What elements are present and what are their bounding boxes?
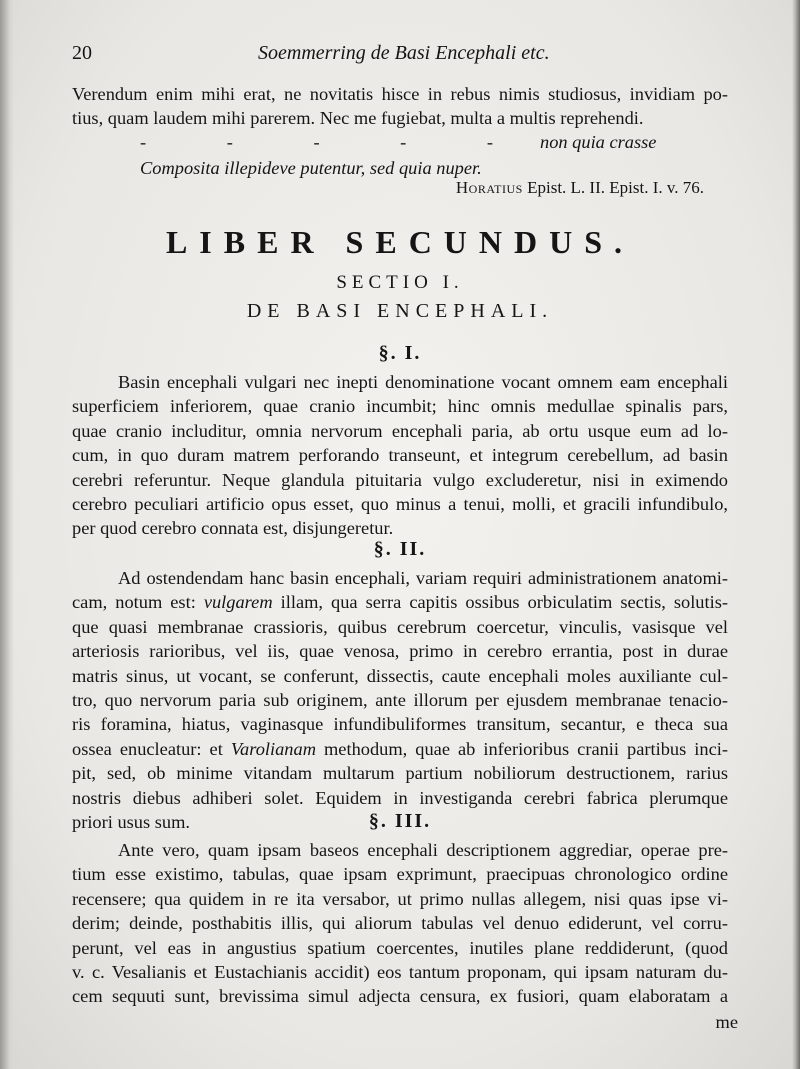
text-line: arteriosis rarioribus, vel iis, quae venosa, primo in cerebro errantia, post in durae bbox=[72, 641, 728, 662]
text-line: recensere; qua quidem in re ita versabor, ut primo nullas allegem, nisi quas ipse vi- bbox=[72, 888, 728, 909]
text-line: Verendum enim mihi erat, ne novitatis hisce in rebus nimis studiosus, invidiam po- bbox=[72, 84, 728, 104]
text-line-content: Ad ostendendam hanc basin encephali, variam requiri administrationem anatomi- bbox=[118, 568, 728, 588]
page-edge bbox=[792, 0, 800, 1069]
text-line: v. c. Vesalianis et Eustachianis accidit) eos tantum proponam, qui ipsam naturam du- bbox=[72, 962, 728, 983]
italic-term: vulgarem bbox=[203, 592, 273, 613]
text-line: superficiem inferiorem, quae cranio incumbit; hinc omnis medullae spinalis pars, bbox=[72, 396, 728, 417]
text-line: cerebri referuntur. Neque glandula pituitaria vulgo excluderetur, nisi in eximendo bbox=[72, 469, 728, 490]
text-line bbox=[72, 838, 728, 862]
text-line bbox=[72, 566, 728, 590]
text-line: cam, notum est: vulgarem illam, qua serra capitis ossibus orbiculatim sectis, solutis- bbox=[72, 592, 728, 613]
text-line: pit, sed, ob minime vitandam multarum partium nobiliorum destructionem, rarius bbox=[72, 763, 728, 784]
binding-shadow bbox=[0, 0, 14, 1069]
quote-citation bbox=[456, 178, 704, 198]
section-1-paragraph bbox=[72, 370, 728, 541]
page-number: 20 bbox=[72, 42, 92, 64]
section-title: SECTIO I. bbox=[336, 272, 464, 293]
text-line: tius, quam laudem mihi parerem. Nec me fugiebat, multa a multis reprehendi. bbox=[72, 108, 644, 129]
book-title: LIBER SECUNDUS. bbox=[165, 224, 635, 260]
section-mark-3: §. III. bbox=[368, 810, 432, 832]
citation-ref: Epist. L. II. Epist. I. v. 76. bbox=[527, 178, 704, 197]
text-line: tium esse existimo, tabulas, quae ipsam exprimunt, praecipuas chronologico ordine bbox=[72, 864, 728, 885]
text-line: ossea enucleatur: et Varolianam methodum, quae ab inferioribus cranii partibus inci- bbox=[72, 738, 728, 759]
text-line-content: Basin encephali vulgari nec inepti denominatione vocant omnem eam encephali bbox=[118, 372, 728, 392]
quote-line-2: Composita illepideve putentur, sed quia nuper. bbox=[140, 158, 482, 178]
quote-dashes bbox=[140, 130, 531, 154]
running-head: Soemmerring de Basi Encephali etc. bbox=[258, 42, 550, 64]
intro-paragraph bbox=[72, 82, 728, 131]
text-line: ris foramina, hiatus, vaginasque infundibuliformes transitum, secantur, e theca sua bbox=[72, 714, 728, 735]
page-header bbox=[72, 40, 728, 68]
text-line: cem sequuti sunt, brevissima simul adjecta censura, ex fusiori, quam elaboratam a bbox=[72, 986, 728, 1007]
text-line: priori usus sum. bbox=[72, 812, 191, 833]
text-line-content: Ante vero, quam ipsam baseos encephali descriptionem aggrediar, operae pre- bbox=[118, 840, 728, 860]
quote-dashes-text: - - - - - bbox=[140, 132, 532, 152]
subject-title: DE BASI ENCEPHALI. bbox=[246, 300, 554, 322]
citation-author: Horatius bbox=[455, 178, 523, 197]
text-line bbox=[72, 370, 728, 394]
text-line: cerebro peculiari artificio opus esset, quo minus a tenui, molli, et gracili infundibulo, bbox=[72, 494, 728, 515]
section-mark-1: §. I. bbox=[378, 342, 422, 364]
section-2-paragraph bbox=[72, 566, 728, 834]
text-line: derim; deinde, posthabitis illis, qui aliorum tabulas vel denuo ediderunt, vel corru- bbox=[72, 913, 728, 934]
quote-line-1: non quia crasse bbox=[540, 132, 657, 152]
text-line: cum, in quo duram matrem perforando transeunt, et integrum cerebellum, ad basin bbox=[72, 445, 728, 466]
section-mark-2: §. II. bbox=[373, 538, 427, 560]
text-line: nostris diebus adhiberi solet. Equidem in investiganda cerebri fabrica plerumque bbox=[72, 787, 728, 808]
text-line: perunt, vel eas in angustius spatium coercentes, inutiles plane reddiderunt, (quod bbox=[72, 937, 728, 958]
section-3-paragraph bbox=[72, 838, 728, 1009]
text-line: tro, quo nervorum paria sub originem, ante illorum per ejusdem membranae tenacio- bbox=[72, 690, 728, 711]
italic-term: Varolianam bbox=[230, 738, 316, 759]
text-line: per quod cerebro connata est, disjungeretur. bbox=[72, 518, 394, 539]
text-line: que quasi membranae crassioris, quibus cerebrum coercetur, vinculis, vasisque vel bbox=[72, 616, 728, 637]
text-line: matris sinus, ut vocant, se conferunt, dissectis, caute encephali moles auxiliante cul- bbox=[72, 665, 728, 686]
catchword: me bbox=[715, 1012, 738, 1032]
text-line: quae cranio includitur, omnia nervorum encephali paria, ab ortu usque eum ad lo- bbox=[72, 420, 728, 441]
